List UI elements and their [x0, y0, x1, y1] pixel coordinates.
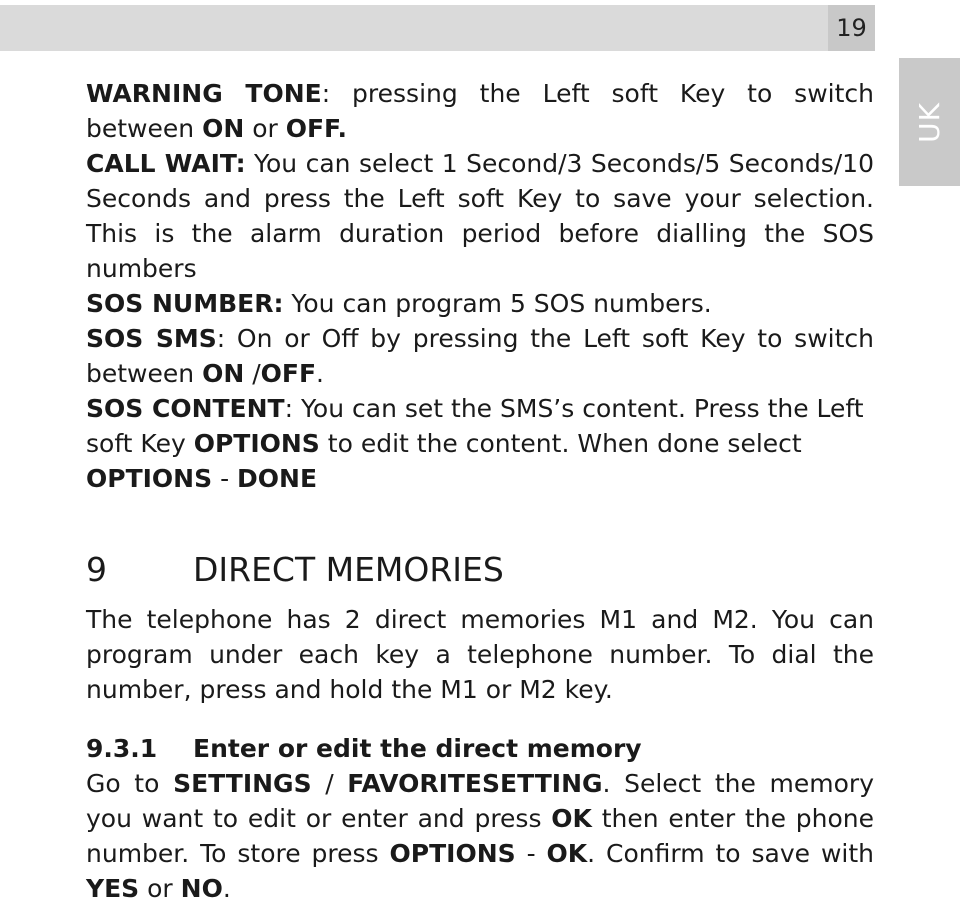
item-bold: ON	[202, 114, 245, 143]
section-number: 9	[86, 550, 107, 589]
item-warning-tone	[86, 76, 874, 146]
item-call-wait	[86, 146, 874, 286]
item-bold: OFF.	[285, 114, 347, 143]
item-text: You can program 5 SOS numbers.	[283, 289, 712, 318]
item-bold: ON	[202, 359, 245, 388]
settings-list	[86, 76, 874, 496]
sub-bold: NO	[180, 874, 223, 903]
sub-text: .	[222, 874, 231, 903]
language-tab	[899, 58, 960, 186]
sub-text: or	[139, 874, 181, 903]
item-bold: OPTIONS	[86, 464, 213, 493]
subsection-number: 9.3.1	[86, 734, 158, 763]
sub-bold: OK	[546, 839, 588, 868]
sub-bold: FAVORITESETTING	[347, 769, 603, 798]
item-label: WARNING TONE	[86, 79, 322, 108]
item-label: SOS NUMBER:	[86, 289, 284, 318]
sub-bold: OPTIONS	[389, 839, 516, 868]
item-label: SOS CONTENT	[86, 394, 285, 423]
item-sos-content	[86, 391, 874, 496]
page-number	[828, 5, 875, 51]
item-text: : You can set the SMS’s content. Press the Left soft Key	[86, 394, 864, 458]
item-text: You can select 1 Second/3 Seconds/5 Seconds/10 Seconds and press the Left soft Key to save your selection. This is the alarm duration period before dialling the SOS numbers	[86, 149, 874, 283]
sub-bold: SETTINGS	[173, 769, 312, 798]
sub-text: Go to	[86, 769, 174, 798]
sub-text: . Select the memory you want to edit or enter and press	[86, 769, 874, 833]
header-band	[0, 5, 828, 51]
item-bold: OFF	[260, 359, 317, 388]
sub-text: then enter the phone number. To store press	[86, 804, 875, 868]
section-heading	[86, 549, 874, 591]
section-paragraph: The telephone has 2 direct memories M1 and M2. You can program under each key a telephone number. To dial the number, press and hold the M1 or M2 key.	[86, 605, 874, 704]
page-number-text: 19	[836, 14, 867, 42]
item-text: /	[244, 359, 261, 388]
subsection-title: Enter or edit the direct memory	[193, 734, 642, 763]
item-bold: DONE	[237, 464, 318, 493]
subsection-heading	[86, 731, 874, 766]
item-sos-sms	[86, 321, 874, 391]
item-bold: OPTIONS	[193, 429, 320, 458]
sub-text: . Confirm to save with	[587, 839, 874, 868]
item-label: CALL WAIT:	[86, 149, 246, 178]
item-sos-number	[86, 286, 874, 321]
section-body	[86, 602, 874, 707]
sub-bold: YES	[86, 874, 140, 903]
item-text: : On or Off by pressing the Left soft Key to switch between	[86, 324, 874, 388]
item-text: .	[316, 359, 324, 388]
item-text: -	[212, 464, 238, 493]
item-text: or	[244, 114, 286, 143]
item-text: : pressing the Left soft Key to switch between	[86, 79, 874, 143]
subsection-paragraph	[86, 766, 874, 906]
item-text: to edit the content. When done select	[319, 429, 802, 458]
subsection	[86, 731, 874, 906]
language-tab-label: UK	[912, 101, 946, 143]
sub-text: /	[311, 769, 348, 798]
sub-text: -	[515, 839, 547, 868]
item-label: SOS SMS	[86, 324, 217, 353]
sub-bold: OK	[551, 804, 592, 833]
section-title: DIRECT MEMORIES	[193, 550, 504, 589]
